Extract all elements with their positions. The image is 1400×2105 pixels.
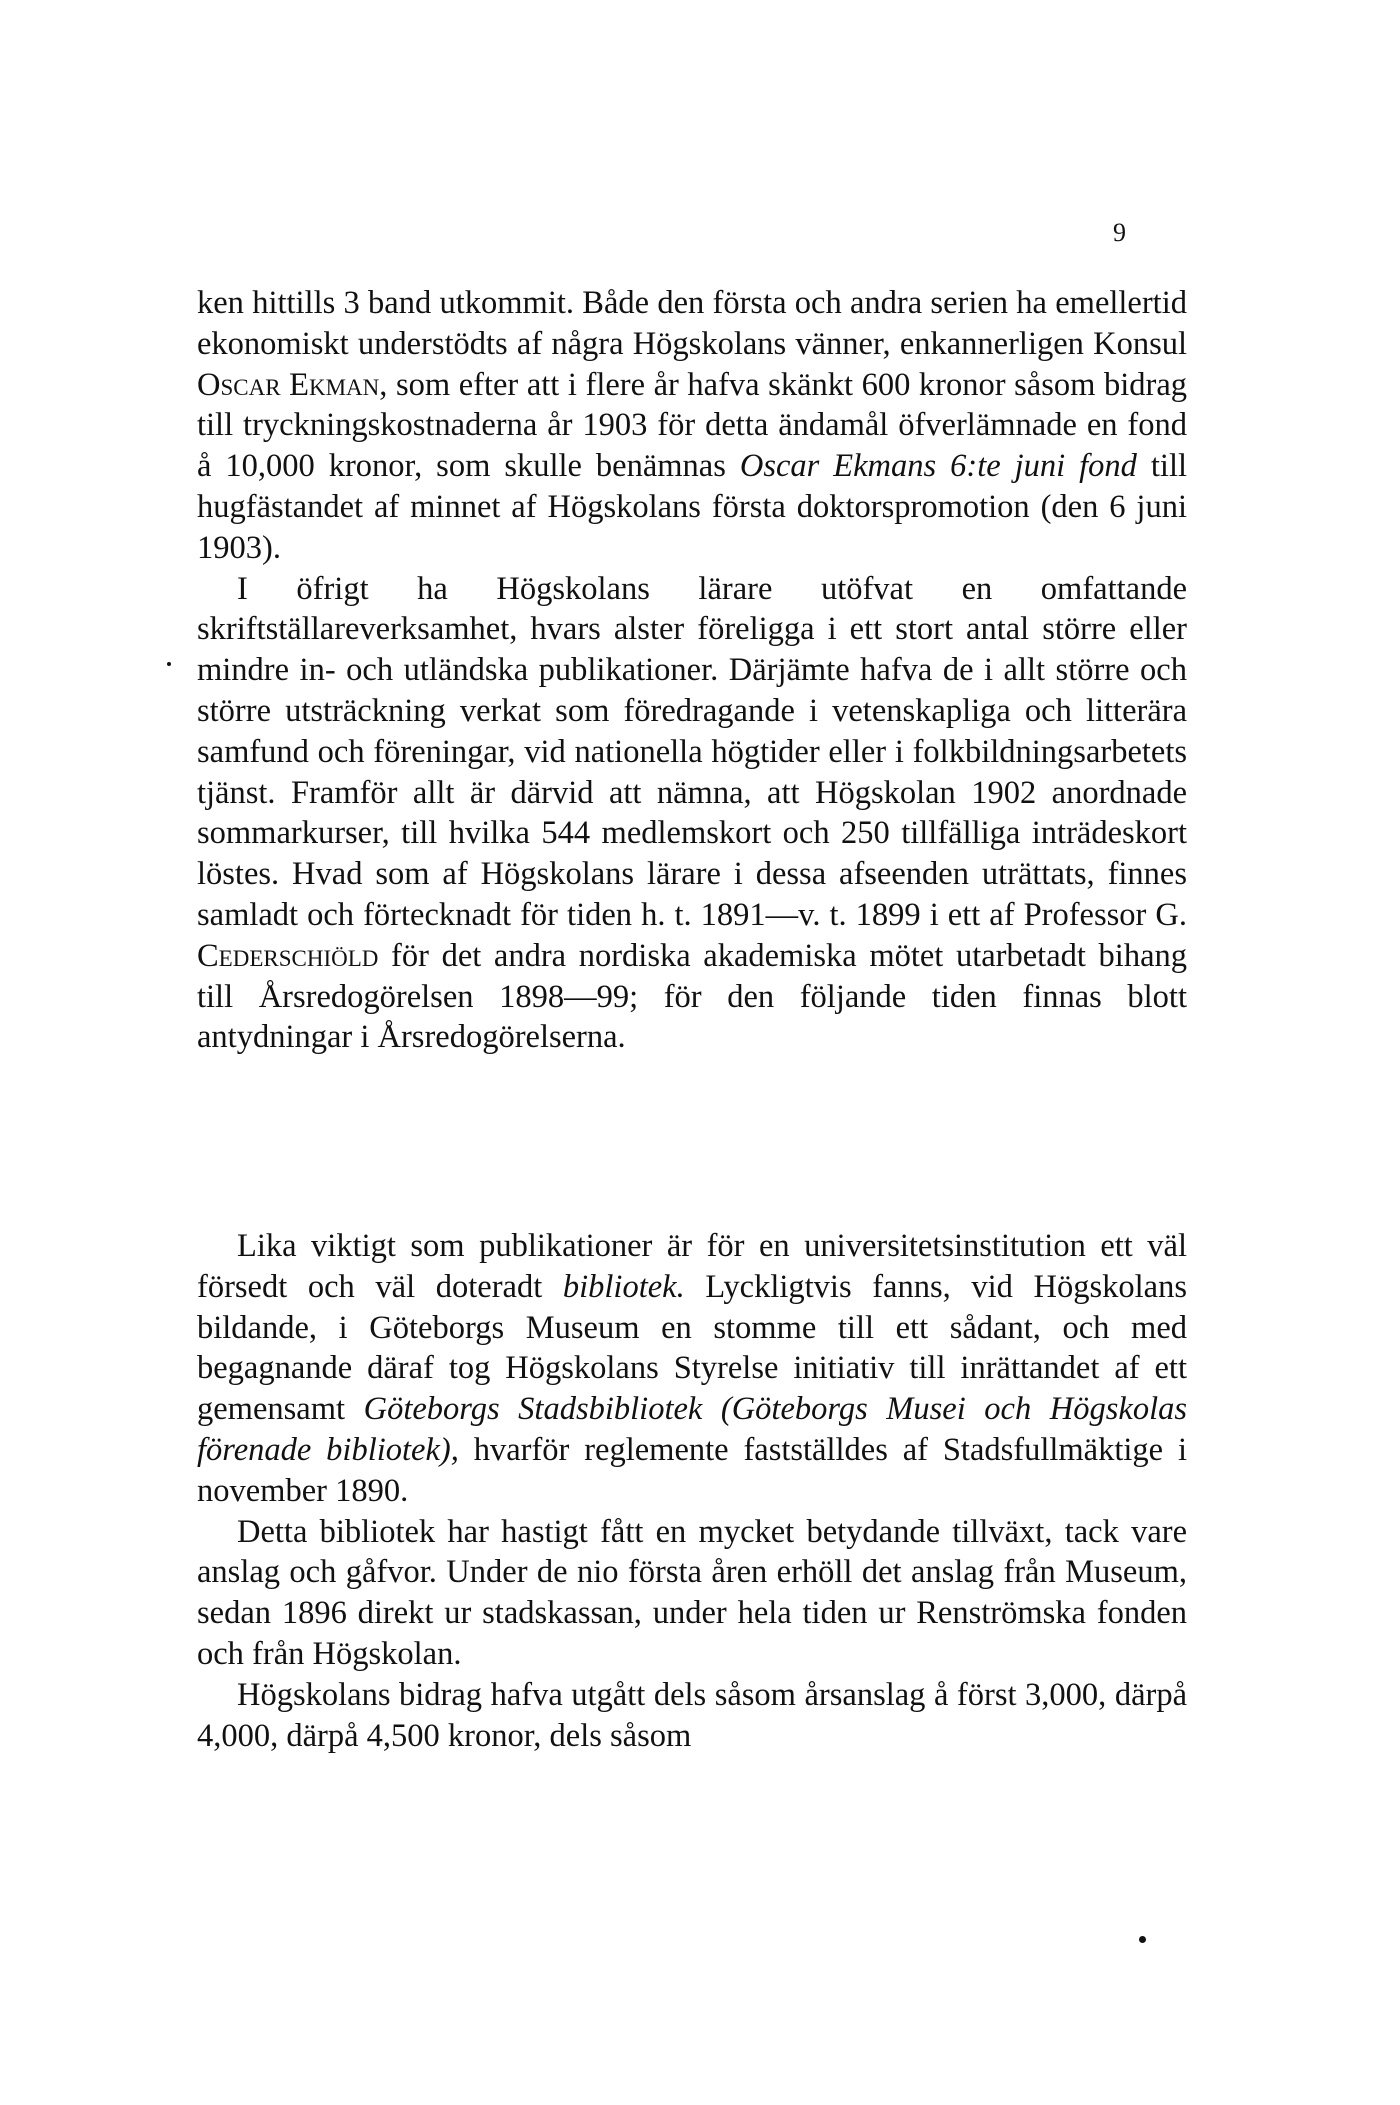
paragraph-library-funding: Högskolans bidrag hafva utgått dels såsom årsanslag å först 3,000, därpå 4,000, därpå 4,500 kronor, dels såsom (197, 1676, 1187, 1754)
fund-name: Oscar Ekmans 6:te juni fond (739, 448, 1137, 485)
text-run: till hugfästandet af minnet af Högskolans första doktorspromotion (den 6 juni 1903). (197, 448, 1188, 566)
page-number: 9 (1113, 218, 1126, 247)
term-bibliotek: bibliotek. (562, 1268, 685, 1305)
text-block-library (197, 1226, 1187, 1756)
print-speck (1139, 1936, 1146, 1943)
library-name: Göteborgs Stadsbibliotek (Göteborgs Musei och Högskolas förenade bibliotek), (197, 1391, 1187, 1468)
paragraph-library-growth: Detta bibliotek har hastigt fått en mycket betydande tillväxt, tack vare anslag och gåfvor. Under de nio första åren erhöll det anslag från Museum, sedan 1896 direkt ur stadskassan, under hela tiden ur Renströmska fonden och från Högskolan. (197, 1513, 1187, 1672)
print-speck (167, 662, 171, 666)
person-name-oscar-ekman: Oscar Ekman (197, 366, 380, 403)
text-run: , som efter att i flere år hafva skänkt 600 kronor såsom bidrag till tryckningskostnaderna år 1903 för detta ändamål öfverlämnade en fond å 10,000 kronor, som skulle benämnas (197, 366, 1188, 485)
paragraph-teacher-activities (197, 569, 1187, 1059)
person-name-cederschiold: Cederschiöld (197, 937, 379, 974)
paragraph-library-founding (197, 1226, 1187, 1512)
text-run: hvarför reglemente fastställdes af Stadsfullmäktige i november 1890. (197, 1431, 1187, 1509)
text-run: ken hittills 3 band utkommit. Både den första och andra serien ha emellertid ekonomiskt understödts af några Högskolans vänner, enkannerligen Konsul (197, 285, 1187, 362)
text-block-publications (197, 283, 1187, 1058)
text-run: för det andra nordiska akademiska mötet utarbetadt bihang till Årsredogörelsen 1898—99; för den följande tiden finnas blott antydningar i Årsredogörelserna. (197, 937, 1187, 1056)
text-run: I öfrigt ha Högskolans lärare utöfvat en omfattande skriftställareverksamhet, hvars alster föreligga i ett stort antal större eller mindre in- och utländska publikationer. Därjämte hafva de i allt större och större utsträckning verkat som föredragande i vetenskapliga och litterära samfund och föreningar, vid nationella högtider eller i folkbildningsarbetets tjänst. Framför allt är därvid att nämna, att Högskolan 1902 anordnade sommarkurser, till hvilka 544 medlemskort och 250 tillfälliga inträdeskort löstes. Hvad som af Högskolans lärare i dessa afseenden uträttats, finnes samladt och förtecknadt för tiden h. t. 1891—v. t. 1899 i ett af Professor G. (197, 570, 1187, 933)
text-run: Lika viktigt som publikationer är för en universitetsinstitution ett väl försedt och väl doteradt (197, 1228, 1187, 1305)
text-run: Lyckligtvis fanns, vid Högskolans bildande, i Göteborgs Museum en stomme till ett sådant, och med begagnande däraf tog Högskolans Styrelse initiativ till inrättandet af ett gemensamt (197, 1268, 1187, 1428)
paragraph-publication-funding (197, 283, 1187, 569)
